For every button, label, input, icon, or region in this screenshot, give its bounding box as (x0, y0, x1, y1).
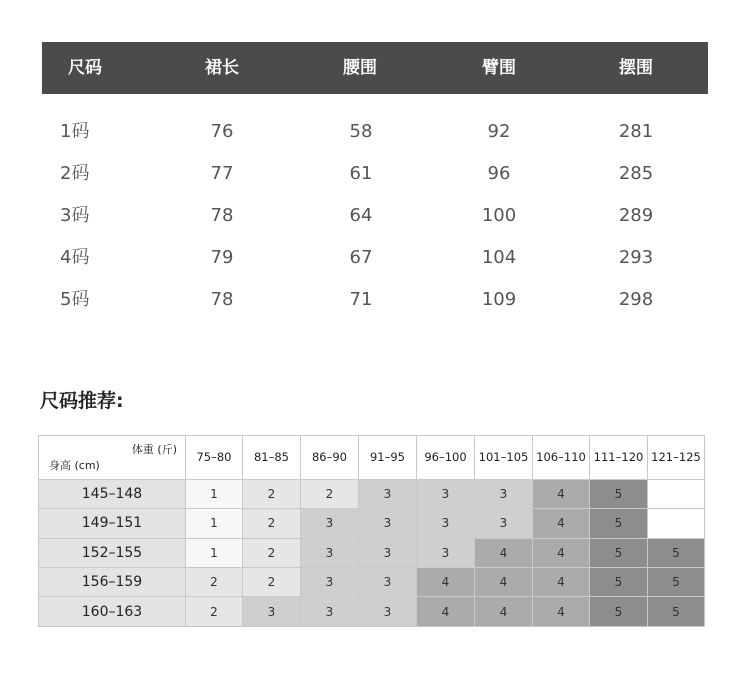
size-cell: 5 (590, 568, 648, 597)
waist-cell: 64 (349, 205, 373, 226)
size-cell: 3 (301, 597, 359, 627)
table-row (39, 538, 705, 567)
size-cell: 4 (475, 568, 533, 597)
size-cell: 5 (648, 597, 705, 627)
size-cell: 3 (359, 509, 417, 538)
table-row (0, 201, 750, 231)
arm-cell: 109 (481, 289, 517, 310)
length-cell: 78 (210, 205, 234, 226)
length-cell: 78 (210, 289, 234, 310)
height-range-cell: 149–151 (39, 509, 186, 538)
size-cell: 5 (648, 568, 705, 597)
size-cell: 3码 (60, 205, 90, 226)
size-cell: 5 (590, 597, 648, 627)
header-arm: 臂围 (482, 58, 516, 78)
size-cell: 2 (186, 568, 243, 597)
size-cell: 2 (301, 479, 359, 508)
size-cell: 5 (590, 538, 648, 567)
table-row (0, 117, 750, 147)
header-hem: 摆围 (619, 58, 653, 78)
size-cell: 1 (186, 538, 243, 567)
header-size: 尺码 (68, 58, 102, 78)
waist-cell: 67 (349, 247, 373, 268)
height-range-cell: 145–148 (39, 479, 186, 508)
height-range-cell: 152–155 (39, 538, 186, 567)
size-cell: 2 (243, 509, 301, 538)
hem-cell: 285 (618, 163, 654, 184)
weight-axis-label: 体重 (斤) (131, 443, 177, 457)
size-cell: 4 (533, 597, 590, 627)
header-waist: 腰围 (343, 58, 377, 78)
size-cell: 3 (301, 538, 359, 567)
weight-range-header: 75–80 (186, 436, 243, 480)
size-cell: 2 (243, 568, 301, 597)
size-cell: 4 (417, 597, 475, 627)
weight-range-header: 81–85 (243, 436, 301, 480)
length-cell: 79 (210, 247, 234, 268)
table-row (0, 159, 750, 189)
size-cell: 5码 (60, 289, 90, 310)
arm-cell: 92 (487, 121, 511, 142)
weight-range-header: 106–110 (533, 436, 590, 480)
size-cell (648, 509, 705, 538)
size-cell: 3 (475, 479, 533, 508)
waist-cell: 71 (349, 289, 373, 310)
height-range-cell: 156–159 (39, 568, 186, 597)
weight-range-header: 96–100 (417, 436, 475, 480)
size-recommendation-table (38, 435, 705, 627)
size-cell: 5 (590, 509, 648, 538)
arm-cell: 96 (487, 163, 511, 184)
hem-cell: 298 (618, 289, 654, 310)
length-cell: 77 (210, 163, 234, 184)
arm-cell: 104 (481, 247, 517, 268)
size-cell: 1 (186, 479, 243, 508)
size-cell: 4 (533, 479, 590, 508)
size-cell: 4 (533, 509, 590, 538)
size-cell: 4 (533, 568, 590, 597)
weight-range-header: 111–120 (590, 436, 648, 480)
size-cell: 3 (417, 538, 475, 567)
recommendation-title: 尺码推荐: (40, 390, 124, 412)
table-row (39, 479, 705, 508)
size-cell: 4码 (60, 247, 90, 268)
table-row (39, 597, 705, 627)
size-cell: 2 (186, 597, 243, 627)
arm-cell: 100 (481, 205, 517, 226)
waist-cell: 58 (349, 121, 373, 142)
hem-cell: 293 (618, 247, 654, 268)
size-cell: 5 (648, 538, 705, 567)
size-cell: 5 (590, 479, 648, 508)
header-skirt-length: 裙长 (205, 58, 239, 78)
size-cell: 4 (475, 538, 533, 567)
size-cell: 1码 (60, 121, 90, 142)
table-row (39, 568, 705, 597)
height-range-cell: 160–163 (39, 597, 186, 627)
size-cell: 3 (475, 509, 533, 538)
corner-cell (39, 436, 186, 480)
table-row (39, 509, 705, 538)
size-cell: 3 (417, 509, 475, 538)
size-cell: 3 (301, 509, 359, 538)
size-cell: 3 (301, 568, 359, 597)
size-cell (648, 479, 705, 508)
height-axis-label: 身高 (cm) (49, 459, 100, 473)
size-cell: 4 (417, 568, 475, 597)
size-cell: 3 (243, 597, 301, 627)
size-table-header (42, 42, 708, 94)
size-cell: 3 (359, 568, 417, 597)
size-cell: 4 (475, 597, 533, 627)
size-cell: 2 (243, 538, 301, 567)
weight-range-header: 91–95 (359, 436, 417, 480)
weight-header-row (39, 436, 705, 480)
hem-cell: 289 (618, 205, 654, 226)
size-cell: 3 (359, 538, 417, 567)
size-cell: 2码 (60, 163, 90, 184)
table-row (0, 243, 750, 273)
size-cell: 3 (359, 597, 417, 627)
weight-range-header: 86–90 (301, 436, 359, 480)
size-cell: 1 (186, 509, 243, 538)
weight-range-header: 101–105 (475, 436, 533, 480)
size-cell: 3 (359, 479, 417, 508)
hem-cell: 281 (618, 121, 654, 142)
size-cell: 2 (243, 479, 301, 508)
size-cell: 3 (417, 479, 475, 508)
size-cell: 4 (533, 538, 590, 567)
table-row (0, 285, 750, 315)
waist-cell: 61 (349, 163, 373, 184)
weight-range-header: 121–125 (648, 436, 705, 480)
length-cell: 76 (210, 121, 234, 142)
